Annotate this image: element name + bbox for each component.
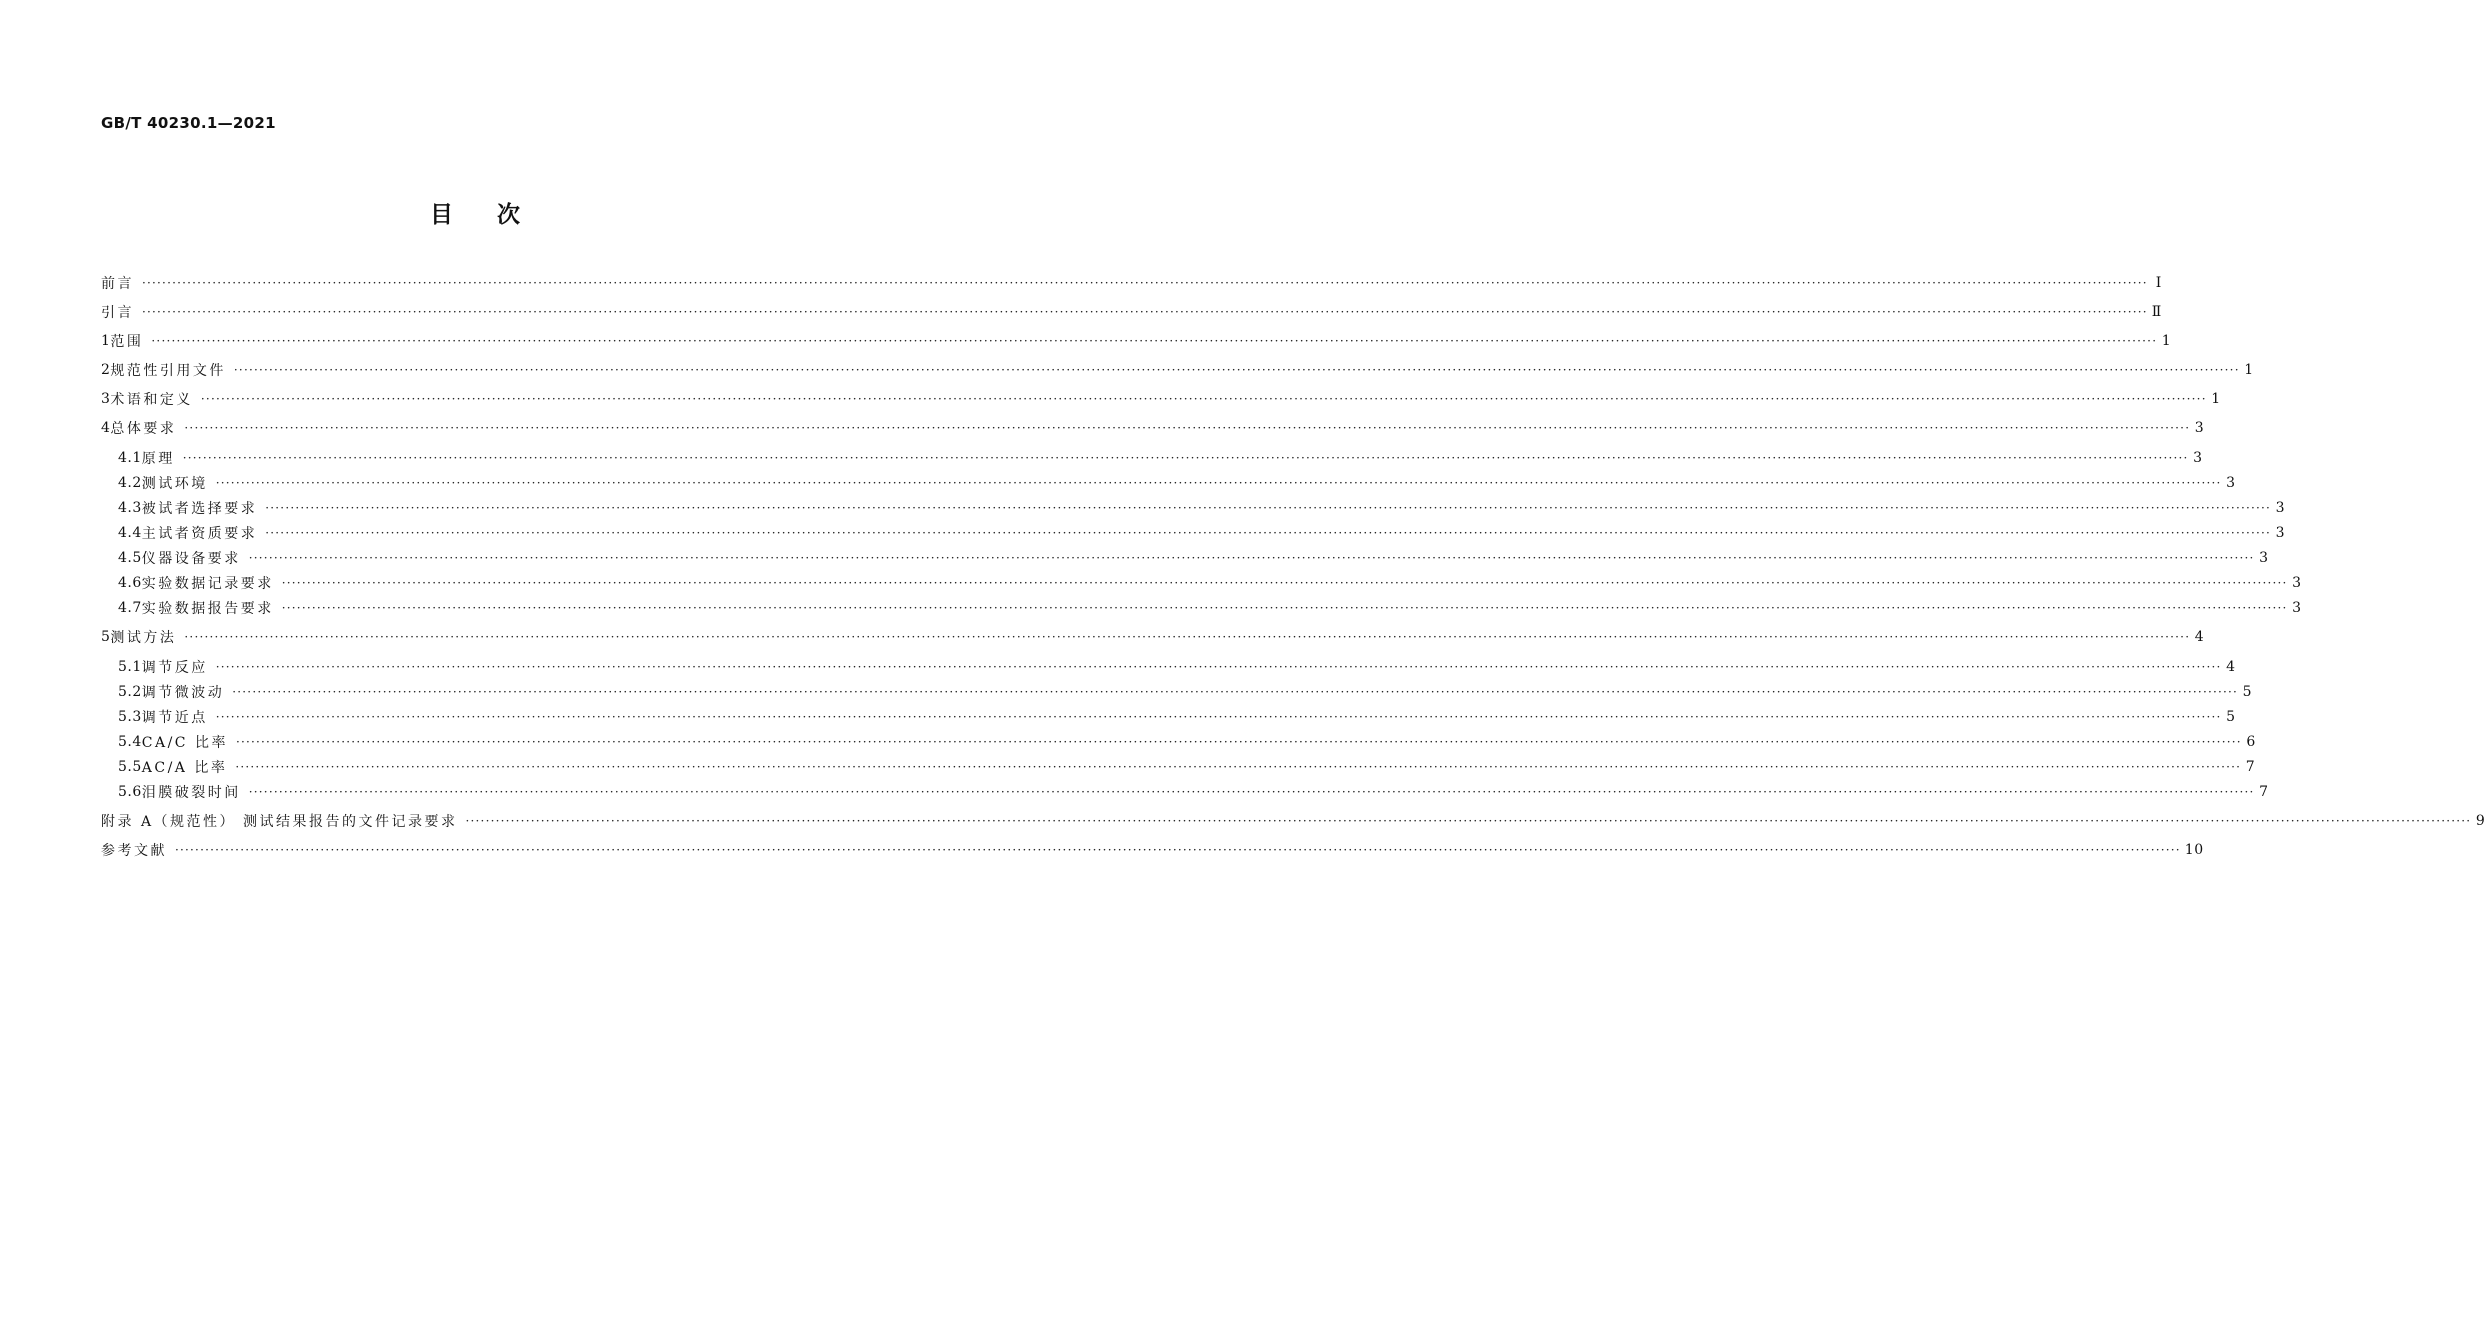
toc-entry-page: 3 — [2292, 600, 2302, 616]
toc-entry[interactable] — [101, 328, 2172, 354]
toc-leader-dots: ················································································································································································································································································································································································································ — [235, 760, 2242, 774]
toc-entry-label: 调节微波动 — [141, 685, 225, 701]
toc-subentry[interactable] — [118, 704, 2236, 730]
toc-subentry[interactable] — [118, 495, 2286, 521]
toc-entry-number: 4.1 — [118, 450, 142, 466]
toc-entry-page: 5 — [2242, 684, 2253, 700]
standard-code: GB/T 40230.1—2021 — [101, 114, 276, 132]
toc-subentry[interactable] — [118, 679, 2253, 705]
toc-entry-number: 1 — [101, 333, 111, 349]
toc-entry-page: 7 — [2259, 784, 2269, 800]
toc-leader-dots: ················································································································································································································································································································································································································ — [184, 421, 2191, 435]
toc-entry-label: 泪膜破裂时间 — [141, 785, 241, 801]
toc-entry-page: 1 — [2244, 362, 2254, 378]
toc-entry-number: 5.6 — [118, 784, 142, 800]
toc-entry-page: 1 — [2161, 333, 2172, 349]
toc-subentry[interactable] — [118, 595, 2302, 621]
toc-entry-label: 仪器设备要求 — [141, 551, 241, 567]
toc-entry[interactable] — [101, 386, 2221, 412]
toc-leader-dots: ················································································································································································································································································································································································································ — [281, 601, 2288, 615]
toc-leader-dots: ················································································································································································································································································································································································································ — [142, 305, 2148, 319]
toc-subentry[interactable] — [118, 445, 2203, 471]
toc-entry-label: 测试方法 — [110, 630, 177, 646]
toc-entry-page: 7 — [2245, 759, 2256, 775]
toc-entry-number: 4.2 — [118, 475, 142, 491]
toc-entry-label: 术语和定义 — [110, 392, 193, 408]
toc-entry-page: 1 — [2211, 391, 2221, 407]
toc-entry-page: 3 — [2193, 450, 2203, 466]
toc-entry-number: 4.6 — [118, 575, 142, 591]
toc-entry-number: 5.5 — [118, 759, 142, 775]
toc-subentry[interactable] — [118, 729, 2256, 755]
toc-entry-page: 3 — [2275, 500, 2286, 516]
toc-leader-dots: ················································································································································································································································································································································································································ — [265, 501, 2272, 515]
toc-entry-label: 规范性引用文件 — [110, 363, 226, 379]
toc-entry-label: 参考文献 — [101, 843, 167, 859]
toc-entry[interactable] — [101, 415, 2205, 441]
toc-subentry[interactable] — [118, 545, 2269, 571]
toc-leader-dots: ················································································································································································································································································································································································································ — [200, 392, 2207, 406]
toc-entry-label: 实验数据报告要求 — [141, 601, 274, 617]
toc-entry-label: 附录 A（规范性） 测试结果报告的文件记录要求 — [101, 814, 458, 830]
toc-entry[interactable] — [101, 624, 2205, 650]
toc-entry[interactable] — [101, 357, 2254, 383]
toc-leader-dots: ················································································································································································································································································································································································································ — [232, 685, 2239, 699]
toc-entry-page: Ⅰ — [2155, 275, 2162, 291]
toc-entry-label: AC/A 比率 — [141, 760, 228, 776]
toc-entry-label: 被试者选择要求 — [141, 501, 258, 517]
toc-entry-page: 4 — [2194, 629, 2205, 645]
toc-leader-dots: ················································································································································································································································································································································································································ — [465, 814, 2472, 828]
toc-subentry[interactable] — [118, 470, 2236, 496]
toc-entry-number: 2 — [101, 362, 111, 378]
toc-entry-number: 4.3 — [118, 500, 142, 516]
toc-entry-page: 3 — [2292, 575, 2302, 591]
toc-entry-page: 4 — [2226, 659, 2236, 675]
toc-entry-page: 3 — [2259, 550, 2269, 566]
toc-leader-dots: ················································································································································································································································································································································································································ — [248, 785, 2255, 799]
toc-entry-page: Ⅱ — [2151, 304, 2162, 320]
toc-entry-label: 引言 — [101, 305, 134, 321]
toc-leader-dots: ················································································································································································································································································································································································································ — [281, 576, 2288, 590]
toc-leader-dots: ················································································································································································································································································································································································································ — [142, 276, 2148, 290]
toc-entry[interactable] — [101, 270, 2162, 296]
toc-leader-dots: ················································································································································································································································································································································································································ — [175, 843, 2181, 857]
toc-entry-number: 5.1 — [118, 659, 142, 675]
toc-subentry[interactable] — [118, 570, 2302, 596]
toc-entry-number: 5 — [101, 629, 111, 645]
toc-leader-dots: ················································································································································································································································································································································································································ — [215, 710, 2222, 724]
toc-entry[interactable] — [101, 808, 2485, 834]
page-title: 目次 — [430, 202, 564, 228]
toc-entry-label: 原理 — [141, 451, 175, 467]
toc-entry-label: 主试者资质要求 — [141, 526, 258, 542]
toc-leader-dots: ················································································································································································································································································································································································································ — [184, 630, 2191, 644]
toc-entry-page: 3 — [2194, 420, 2205, 436]
toc-entry-page: 3 — [2275, 525, 2286, 541]
toc-entry-number: 4 — [101, 420, 111, 436]
toc-subentry[interactable] — [118, 520, 2286, 546]
toc-leader-dots: ················································································································································································································································································································································································································ — [248, 551, 2255, 565]
toc-entry-number: 4.4 — [118, 525, 142, 541]
toc-entry-label: 调节反应 — [141, 660, 208, 676]
toc-leader-dots: ················································································································································································································································································································································································································ — [235, 735, 2242, 749]
toc-entry-page: 5 — [2226, 709, 2236, 725]
toc-entry-page: 10 — [2184, 842, 2204, 858]
toc-leader-dots: ················································································································································································································································································································································································································ — [151, 334, 2158, 348]
toc-entry-page: 9 — [2475, 813, 2485, 829]
toc-leader-dots: ················································································································································································································································································································································································································ — [215, 476, 2222, 490]
toc-entry-page: 6 — [2246, 734, 2256, 750]
toc-entry-label: 总体要求 — [110, 421, 177, 437]
toc-entry-number: 3 — [101, 391, 111, 407]
toc-entry-number: 5.2 — [118, 684, 142, 700]
toc-entry-label: CA/C 比率 — [141, 735, 228, 751]
toc-subentry[interactable] — [118, 779, 2269, 805]
toc-leader-dots: ················································································································································································································································································································································································································ — [182, 451, 2189, 465]
toc-entry-number: 4.5 — [118, 550, 142, 566]
toc-subentry[interactable] — [118, 654, 2236, 680]
toc-entry-label: 测试环境 — [141, 476, 208, 492]
toc-entry-number: 5.4 — [118, 734, 142, 750]
toc-entry-label: 调节近点 — [141, 710, 208, 726]
toc-entry-page: 3 — [2226, 475, 2236, 491]
toc-entry-label: 前言 — [101, 276, 134, 292]
toc-entry-number: 4.7 — [118, 600, 142, 616]
toc-subentry[interactable] — [118, 754, 2256, 780]
toc-leader-dots: ················································································································································································································································································································································································································ — [233, 363, 2240, 377]
toc-leader-dots: ················································································································································································································································································································································································································ — [215, 660, 2222, 674]
toc-entry-number: 5.3 — [118, 709, 142, 725]
toc-entry[interactable] — [101, 299, 2162, 325]
toc-entry-label: 范围 — [110, 334, 144, 350]
toc-leader-dots: ················································································································································································································································································································································································································ — [265, 526, 2272, 540]
toc-entry-label: 实验数据记录要求 — [141, 576, 274, 592]
toc-entry[interactable] — [101, 837, 2204, 863]
